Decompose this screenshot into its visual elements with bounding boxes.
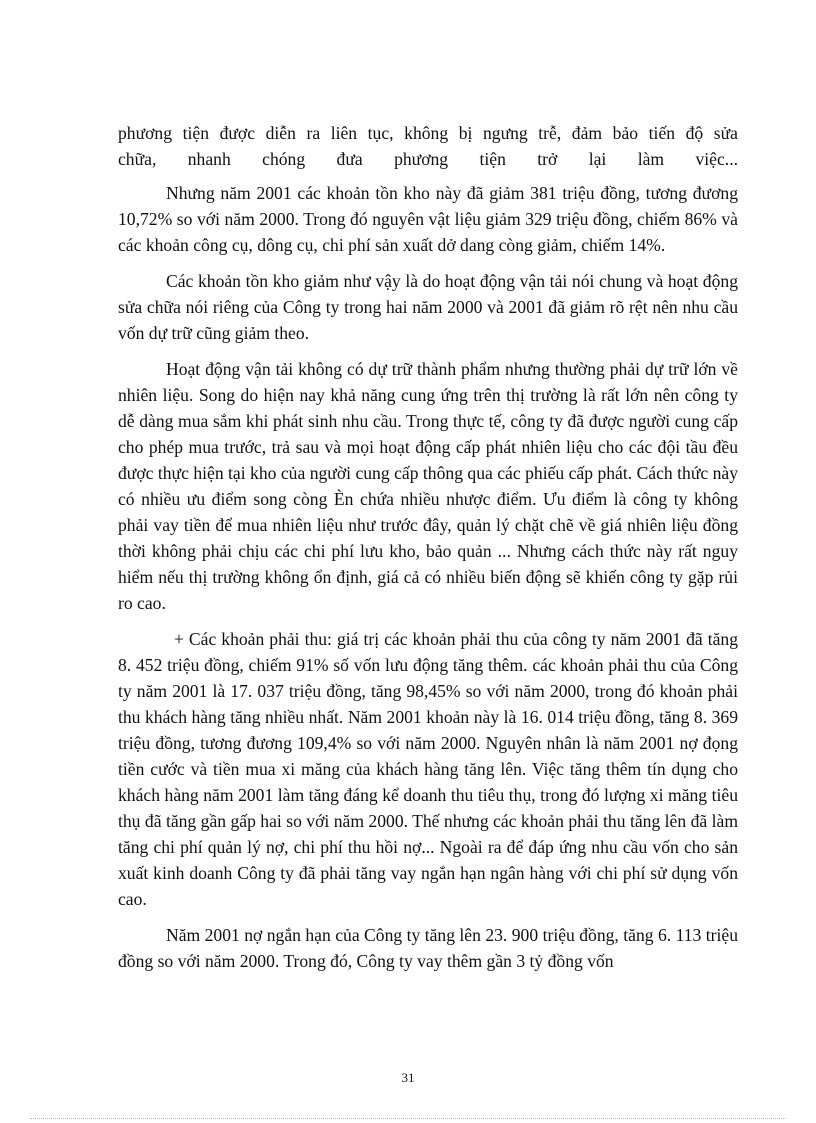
- footer-divider: [30, 1118, 786, 1119]
- paragraph: Nhưng năm 2001 các khoản tồn kho này đã giảm 381 triệu đồng, tương đương 10,72% so với năm 2000. Trong đó nguyên vật liệu giảm 329 triệu đồng, chiếm 86% và các khoản công cụ, dông cụ, chi phí sản xuất dở dang còng giảm, chiếm 14%.: [118, 183, 738, 255]
- paragraph: + Các khoản phải thu: giá trị các khoản phải thu của công ty năm 2001 đã tăng 8. 452 triệu đồng, chiếm 91% số vốn lưu động tăng thêm. các khoản phải thu của Công ty năm 2001 là 17. 037 triệu đồng, tăng 98,45% so với năm 2000, trong đó khoản phải thu khách hàng tăng nhiều nhất. Năm 2001 khoản này là 16. 014 triệu đồng, tăng 8. 369 triệu đồng, tương đương 109,4% so với năm 2000. Nguyên nhân là năm 2001 nợ đọng tiền cước và tiền mua xi măng của khách hàng tăng lên. Việc tăng thêm tín dụng cho khách hàng năm 2001 làm tăng đáng kể doanh thu tiêu thụ, trong đó lượng xi măng tiêu thụ đã tăng gần gấp hai so với năm 2000. Thế nhưng các khoản phải thu tăng lên đã làm tăng chi phí quản lý nợ, chi phí thu hồi nợ... Ngoài ra để đáp ứng nhu cầu vốn cho sản xuất kinh doanh Công ty đã phải tăng vay ngắn hạn ngân hàng với chi phí sử dụng vốn cao.: [118, 629, 738, 909]
- page-number: 31: [401, 1070, 415, 1085]
- text-line: chữa, nhanh chóng đưa phương tiện trở lại làm việc...: [118, 149, 738, 169]
- paragraph: Năm 2001 nợ ngắn hạn của Công ty tăng lên 23. 900 triệu đồng, tăng 6. 113 triệu đồng so với năm 2000. Trong đó, Công ty vay thêm gần 3 tỷ đồng vốn: [118, 925, 738, 971]
- paragraph: Hoạt động vận tải không có dự trữ thành phẩm nhưng thường phải dự trữ lớn về nhiên liệu. Song do hiện nay khả năng cung ứng trên thị trường là rất lớn nên công ty dễ dàng mua sắm khi phát sinh nhu cầu. Trong thực tế, công ty đã được người cung cấp cho phép mua trước, trả sau và mọi hoạt động cấp phát nhiên liệu cho các đội tầu đều được thực hiện tại kho của người cung cấp thông qua các phiếu cấp phát. Cách thức này có nhiều ưu điểm song còng Èn chứa nhiều nhược điểm. Ưu điểm là công ty không phải vay tiền để mua nhiên liệu như trước đây, quản lý chặt chẽ về giá nhiên liệu đồng thời không phải chịu các chi phí lưu kho, bảo quản ... Nhưng cách thức này rất nguy hiểm nếu thị trường không ổn định, giá cả có nhiều biến động sẽ khiến công ty gặp rủi ro cao.: [118, 359, 738, 613]
- text-line: phương tiện được diễn ra liên tục, không bị ngưng trễ, đảm bảo tiến độ sửa: [118, 123, 738, 143]
- paragraph: [118, 120, 738, 172]
- paragraph: Các khoản tồn kho giảm như vậy là do hoạt động vận tải nói chung và hoạt động sửa chữa nói riêng của Công ty trong hai năm 2000 và 2001 đã giảm rõ rệt nên nhu cầu vốn dự trữ cũng giảm theo.: [118, 271, 738, 343]
- body-text: [118, 120, 738, 984]
